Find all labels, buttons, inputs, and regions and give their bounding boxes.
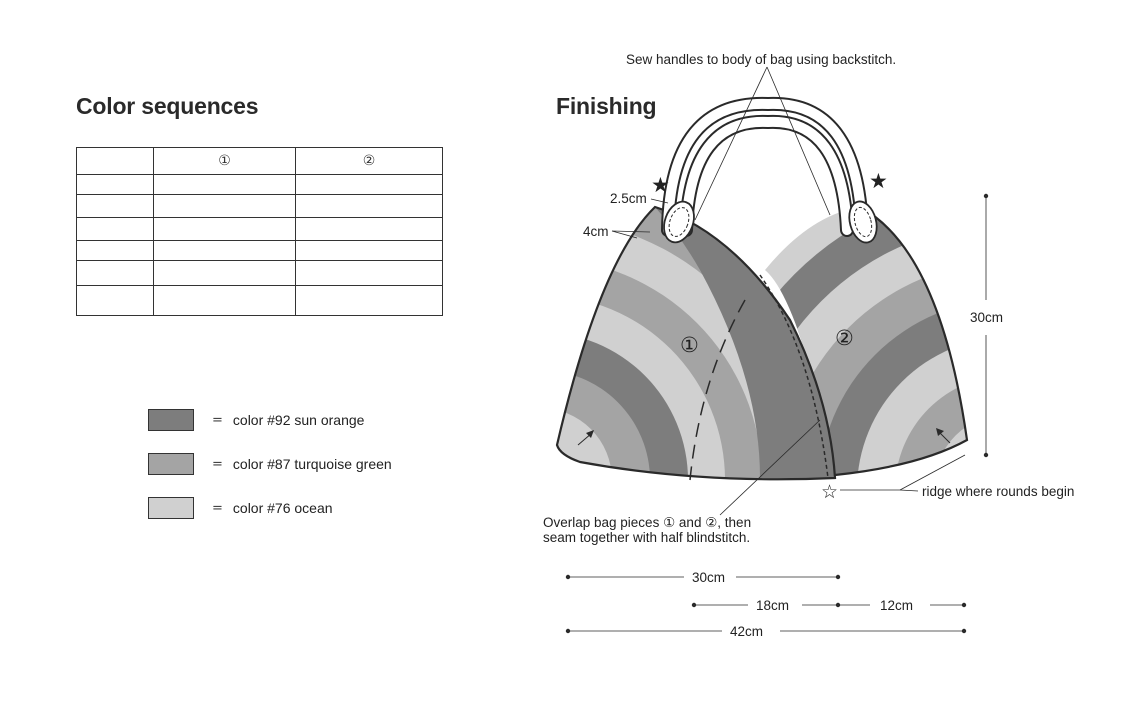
bag-piece-1 <box>205 145 875 718</box>
overlap-note-line-2: seam together with half blindstitch. <box>543 530 751 545</box>
dimension-18cm-label: 18cm <box>756 598 790 613</box>
legend-label-turquoise-green: color #87 turquoise green <box>232 456 392 472</box>
table-header-piece-1: ① <box>154 148 296 175</box>
legend-label-sun-orange: color #92 sun orange <box>232 412 365 428</box>
legend-equals: = <box>212 500 223 516</box>
open-star-icon: ☆ <box>821 481 839 503</box>
piece-2-label: ② <box>835 326 854 350</box>
piece-1-label: ① <box>680 333 699 357</box>
bag-handles <box>659 104 881 247</box>
filled-star-icon: ★ <box>651 173 670 197</box>
color-sequences-title: Color sequences <box>76 93 259 119</box>
legend-label-ocean: color #76 ocean <box>232 500 333 516</box>
ridge-note: ridge where rounds begin <box>922 484 1075 499</box>
dimension-12cm-label: 12cm <box>880 598 914 613</box>
legend-equals: = <box>212 412 223 428</box>
dimension-42cm-label: 42cm <box>730 624 764 639</box>
handle-width-label: 2.5cm <box>610 191 647 206</box>
finishing-title: Finishing <box>556 93 657 119</box>
table-header-piece-2: ② <box>296 148 443 175</box>
overlap-note-line-1: Overlap bag pieces ① and ②, then <box>543 515 752 530</box>
dimension-30cm-label: 30cm <box>692 570 726 585</box>
handles-note: Sew handles to body of bag using backstitch. <box>626 52 897 67</box>
band-width-label: 4cm <box>583 224 609 239</box>
filled-star-icon: ★ <box>869 169 888 193</box>
legend-equals: = <box>212 456 223 472</box>
height-label: 30cm <box>970 310 1004 325</box>
